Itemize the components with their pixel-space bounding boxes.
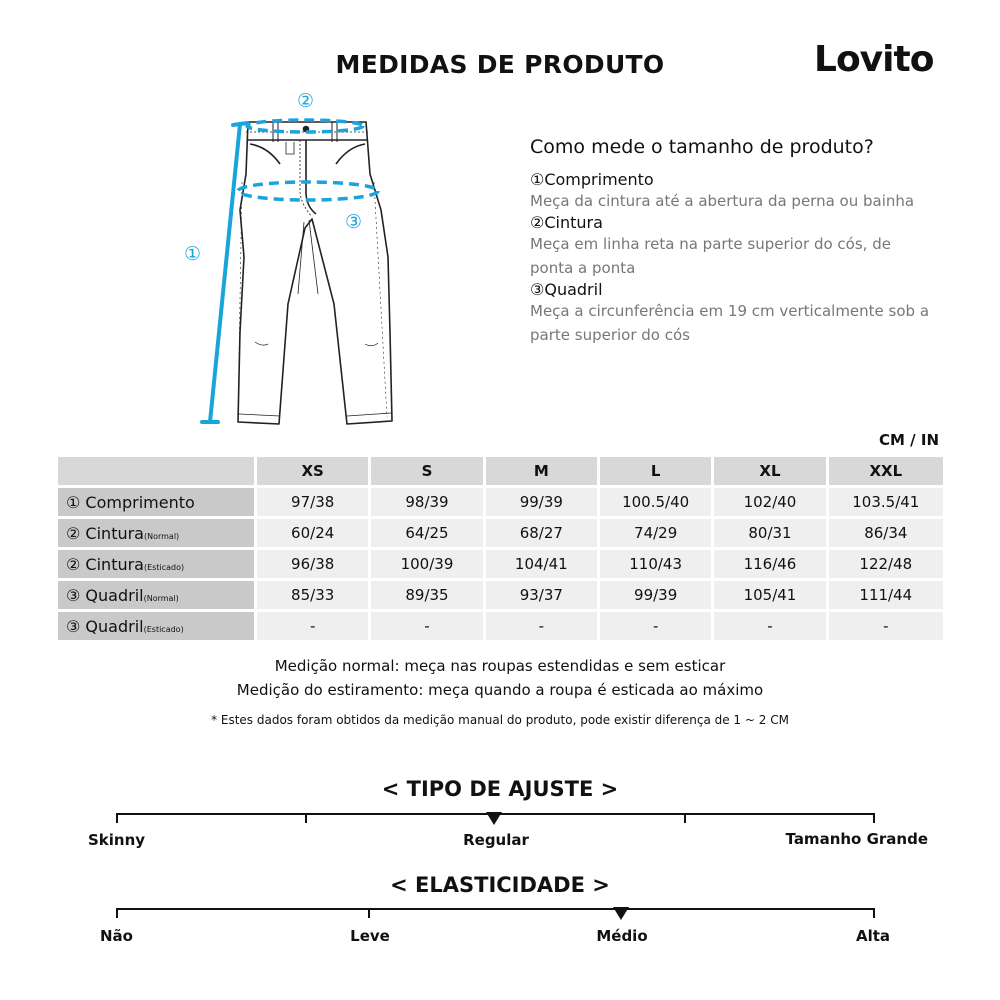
fit-label-skinny: Skinny [88,831,146,849]
row-label-text: ③ Quadril [66,616,144,636]
unit-label: CM / IN [879,431,939,449]
table-row [58,519,943,547]
row-label [58,550,257,578]
guide-desc-waist: Meça em linha reta na parte superior do cós, de ponta a ponta [530,235,891,277]
table-row [58,612,943,640]
table-cell: 116/46 [714,550,828,578]
row-label-text: ② Cintura [66,523,144,543]
fit-label-large: Tamanho Grande [785,830,928,848]
row-label-text: ② Cintura [66,554,144,574]
column-header-m: M [486,457,600,485]
fit-label-regular: Regular [463,831,529,849]
pants-outline [238,122,392,424]
size-table [58,454,943,643]
table-cell: 60/24 [257,519,371,547]
fit-scale-title: < TIPO DE AJUSTE > [381,777,619,801]
row-label-sub: (Esticado) [143,624,184,634]
row-label [58,612,257,640]
marker-1: ① [184,243,202,265]
table-cell: 64/25 [371,519,485,547]
row-label-sub: (Esticado) [143,562,185,572]
fit-scale-tick [873,813,875,823]
fit-scale-marker [486,812,502,826]
row-label-text: ① Comprimento [66,492,195,512]
table-corner-cell [58,457,257,485]
column-header-xxl: XXL [829,457,943,485]
row-label-text: ③ Quadril [66,585,144,605]
table-cell: 89/35 [371,581,485,609]
table-cell: - [600,612,714,640]
table-cell: 100/39 [371,550,485,578]
table-cell: 93/37 [486,581,600,609]
guide-term-hip: ③Quadril [530,280,603,299]
table-cell: - [257,612,371,640]
guide-desc-hip: Meça a circunferência em 19 cm verticalmente sob a parte superior do cós [530,302,930,344]
elasticity-scale-title: < ELASTICIDADE > [390,873,610,897]
elasticity-label-light: Leve [350,927,390,945]
table-cell: 102/40 [714,488,828,516]
table-cell: 104/41 [486,550,600,578]
table-cell: 100.5/40 [600,488,714,516]
elasticity-scale-marker [613,907,629,921]
fit-scale-tick [116,813,118,823]
measurement-guide [530,136,930,347]
note-footnote: * Estes dados foram obtidos da medição manual do produto, pode existir diferença de 1 ~ 2 CM [211,713,789,727]
table-cell: - [714,612,828,640]
row-label-sub: (Normal) [143,593,179,603]
column-header-l: L [600,457,714,485]
table-cell: 105/41 [714,581,828,609]
pants-diagram [160,82,400,436]
fit-scale-tick [684,813,686,823]
row-label-sub: (Normal) [143,531,180,541]
column-header-s: S [371,457,485,485]
table-cell: - [371,612,485,640]
row-label [58,581,257,609]
guide-heading: Como mede o tamanho de produto? [530,136,874,158]
table-row [58,550,943,578]
elasticity-scale-tick [368,908,370,918]
table-cell: 74/29 [600,519,714,547]
marker-3: ③ [345,211,363,233]
elasticity-scale-tick [116,908,118,918]
row-label [58,488,257,516]
guide-term-waist: ②Cintura [530,213,603,232]
table-cell: 122/48 [829,550,943,578]
elasticity-label-none: Não [100,927,133,945]
guide-desc-length: Meça da cintura até a abertura da perna ou bainha [530,192,915,210]
page-title: MEDIDAS DE PRODUTO [335,50,665,79]
marker-2: ② [297,90,315,112]
elasticity-label-high: Alta [856,927,891,945]
fit-scale-tick [305,813,307,823]
table-cell: 97/38 [257,488,371,516]
table-cell: - [829,612,943,640]
table-cell: 86/34 [829,519,943,547]
column-header-xl: XL [714,457,828,485]
table-row [58,581,943,609]
table-cell: 111/44 [829,581,943,609]
elasticity-label-medium: Médio [596,927,648,945]
fit-scale-line [116,813,875,815]
guide-term-length: ①Comprimento [530,170,654,189]
row-label [58,519,257,547]
table-cell: 68/27 [486,519,600,547]
table-cell: 99/39 [600,581,714,609]
elasticity-scale-tick [873,908,875,918]
note-stretch: Medição do estiramento: meça quando a roupa é esticada ao máximo [236,681,764,699]
table-cell: 98/39 [371,488,485,516]
table-cell: 85/33 [257,581,371,609]
table-cell: - [486,612,600,640]
brand-logo: Lovito [814,39,934,80]
table-cell: 99/39 [486,488,600,516]
elasticity-scale-line [116,908,875,910]
table-cell: 96/38 [257,550,371,578]
table-cell: 103.5/41 [829,488,943,516]
table-header-row [58,457,943,485]
column-header-xs: XS [257,457,371,485]
table-cell: 110/43 [600,550,714,578]
note-normal: Medição normal: meça nas roupas estendidas e sem esticar [274,657,726,675]
table-row [58,488,943,516]
table-cell: 80/31 [714,519,828,547]
